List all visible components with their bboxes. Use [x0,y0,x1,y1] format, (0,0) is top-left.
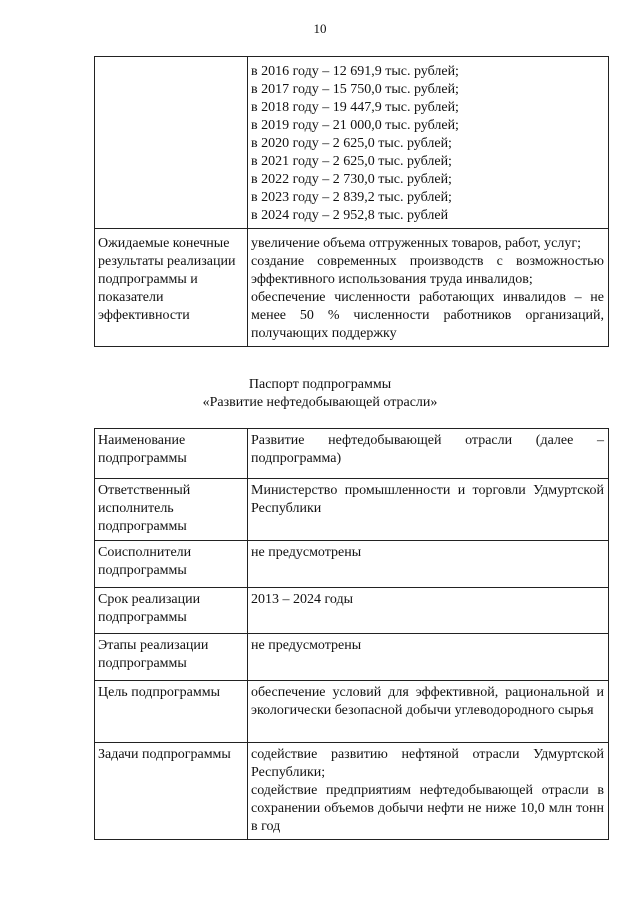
row-value-text: не предусмотрены [251,638,362,653]
page-number: 10 [313,21,327,36]
row-value [248,541,609,588]
funding-year-line: в 2017 году – 15 750,0 тыс. рублей; [251,82,459,97]
funding-years-cell [248,57,609,229]
row-value [248,588,609,634]
row-value [248,429,609,479]
results-item: создание современных производств с возможностью эффективного использования труда инвалидов; [251,254,604,287]
results-item: обеспечение численности работающих инвалидов – не менее 50 % численности работников организаций, получающих поддержку [251,290,604,341]
funding-year-line: в 2016 году – 12 691,9 тыс. рублей; [251,64,459,79]
row-value [248,634,609,681]
table-row [95,743,609,840]
row-value [248,479,609,541]
row-value-text: содействие развитию нефтяной отрасли Удмуртской Республики; [251,747,604,780]
row-value-text: содействие предприятиям нефтедобывающей отрасли в сохранении объемов добычи нефти не ниже 10,0 млн тонн в год [251,783,604,834]
table-row [95,634,609,681]
funding-year-line: в 2024 году – 2 952,8 тыс. рублей [251,208,449,223]
row-value-text: Развитие нефтедобывающей отрасли (далее – подпрограмма) [251,433,604,466]
row-label: Этапы реализации подпрограммы [95,634,248,681]
passport-title-line1: Паспорт подпрограммы [248,377,392,392]
row-value-text: обеспечение условий для эффективной, рациональной и экологически безопасной добычи углеводородного сырья [251,685,604,718]
table-row [95,479,609,541]
row-label: Задачи подпрограммы [95,743,248,840]
row-value [248,743,609,840]
table-row [95,429,609,479]
funding-year-line: в 2019 году – 21 000,0 тыс. рублей; [251,118,459,133]
funding-table [94,56,609,347]
row-value-text: Министерство промышленности и торговли Удмуртской Республики [251,483,604,516]
row-value [248,681,609,743]
row-value-text: не предусмотрены [251,545,362,560]
row-value-text: 2013 – 2024 годы [251,592,354,607]
results-item: увеличение объема отгруженных товаров, работ, услуг; [251,236,582,251]
table-cell-empty [95,57,248,229]
results-value [248,229,609,347]
table-row [95,229,609,347]
results-label: Ожидаемые конечные результаты реализации подпрограммы и показатели эффективности [95,229,248,347]
table-row [95,681,609,743]
row-label: Ответственный исполнитель подпрограммы [95,479,248,541]
table-row [95,541,609,588]
row-label: Соисполнители подпрограммы [95,541,248,588]
table-row [95,57,609,229]
funding-year-line: в 2023 году – 2 839,2 тыс. рублей; [251,190,452,205]
row-label: Цель подпрограммы [95,681,248,743]
funding-year-line: в 2020 году – 2 625,0 тыс. рублей; [251,136,452,151]
funding-year-line: в 2018 году – 19 447,9 тыс. рублей; [251,100,459,115]
passport-title [0,376,640,412]
funding-year-line: в 2022 году – 2 730,0 тыс. рублей; [251,172,452,187]
passport-table [94,428,609,840]
row-label: Наименование подпрограммы [95,429,248,479]
row-label: Срок реализации подпрограммы [95,588,248,634]
table-row [95,588,609,634]
passport-title-line2: «Развитие нефтедобывающей отрасли» [202,395,438,410]
funding-year-line: в 2021 году – 2 625,0 тыс. рублей; [251,154,452,169]
